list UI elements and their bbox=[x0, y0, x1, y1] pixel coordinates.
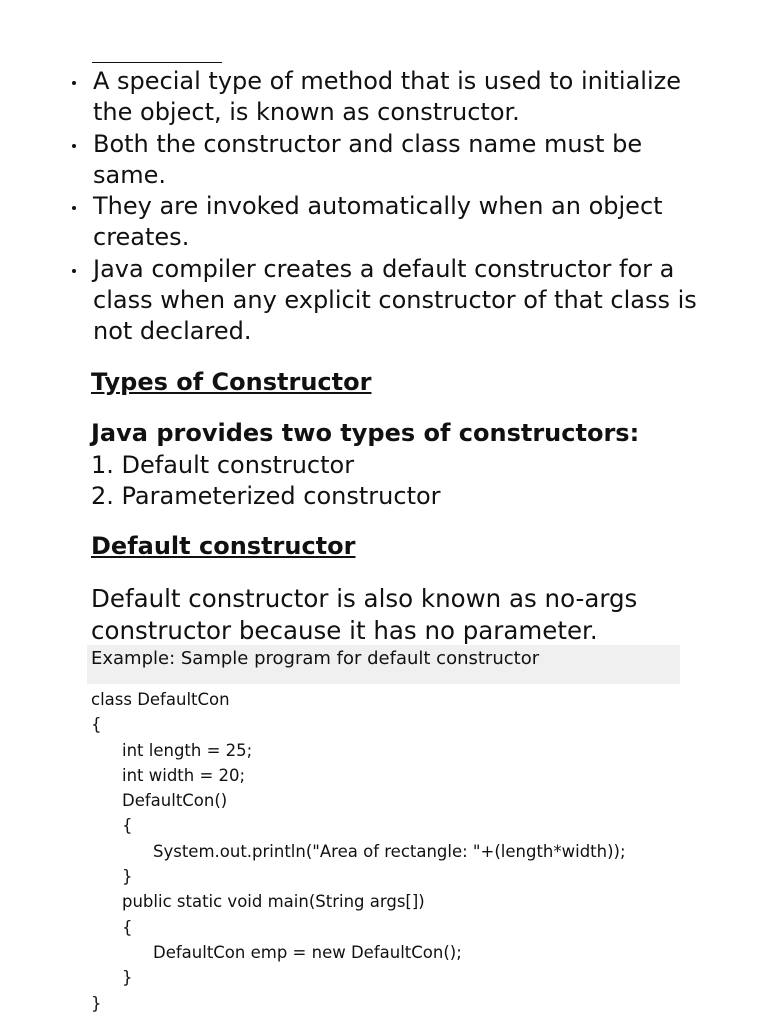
code-line: int length = 25; bbox=[122, 740, 253, 760]
default-constructor-heading: Default constructor bbox=[91, 532, 356, 560]
code-line: public static void main(String args[]) bbox=[122, 892, 425, 912]
bullet-item bbox=[62, 191, 702, 254]
default-constructor-paragraph: Default constructor is also known as no-args constructor because it has no parameter. bbox=[91, 584, 638, 645]
bullet-dot-icon bbox=[72, 269, 76, 273]
bullet-dot-icon bbox=[72, 81, 76, 85]
code-line: DefaultCon emp = new DefaultCon(); bbox=[153, 942, 462, 962]
types-list bbox=[91, 450, 441, 512]
types-list-item: 2. Parameterized constructor bbox=[91, 482, 441, 510]
bullet-text: Both the constructor and class name must be same. bbox=[93, 129, 643, 189]
types-list-item: 1. Default constructor bbox=[91, 451, 355, 479]
code-line: { bbox=[122, 816, 133, 836]
bullet-item bbox=[62, 66, 702, 129]
example-caption: Example: Sample program for default constructor bbox=[91, 648, 540, 669]
code-line: } bbox=[122, 968, 133, 988]
types-heading: Types of Constructor bbox=[91, 368, 372, 396]
code-line: class DefaultCon bbox=[91, 690, 230, 709]
bullet-dot-icon bbox=[72, 206, 76, 210]
code-line: { bbox=[91, 715, 102, 735]
code-line: { bbox=[122, 917, 133, 937]
code-line: DefaultCon() bbox=[122, 791, 228, 811]
code-block bbox=[91, 687, 626, 1016]
code-line: } bbox=[122, 867, 133, 887]
bullet-text: They are invoked automatically when an object creates. bbox=[93, 192, 663, 252]
code-line: } bbox=[91, 993, 102, 1013]
constructor-bullet-list bbox=[62, 66, 702, 348]
code-line: int width = 20; bbox=[122, 765, 246, 785]
types-intro: Java provides two types of constructors: bbox=[91, 419, 640, 447]
bullet-item bbox=[62, 254, 702, 348]
bullet-dot-icon bbox=[72, 144, 76, 148]
example-caption-box bbox=[87, 645, 680, 684]
bullet-text: Java compiler creates a default constructor for a class when any explicit constructor of that class is not declared. bbox=[93, 254, 697, 346]
bullet-item bbox=[62, 129, 702, 192]
code-line: System.out.println("Area of rectangle: "+(length*width)); bbox=[153, 841, 626, 861]
top-rule bbox=[92, 62, 222, 63]
bullet-text: A special type of method that is used to initialize the object, is known as constructor. bbox=[93, 67, 681, 127]
